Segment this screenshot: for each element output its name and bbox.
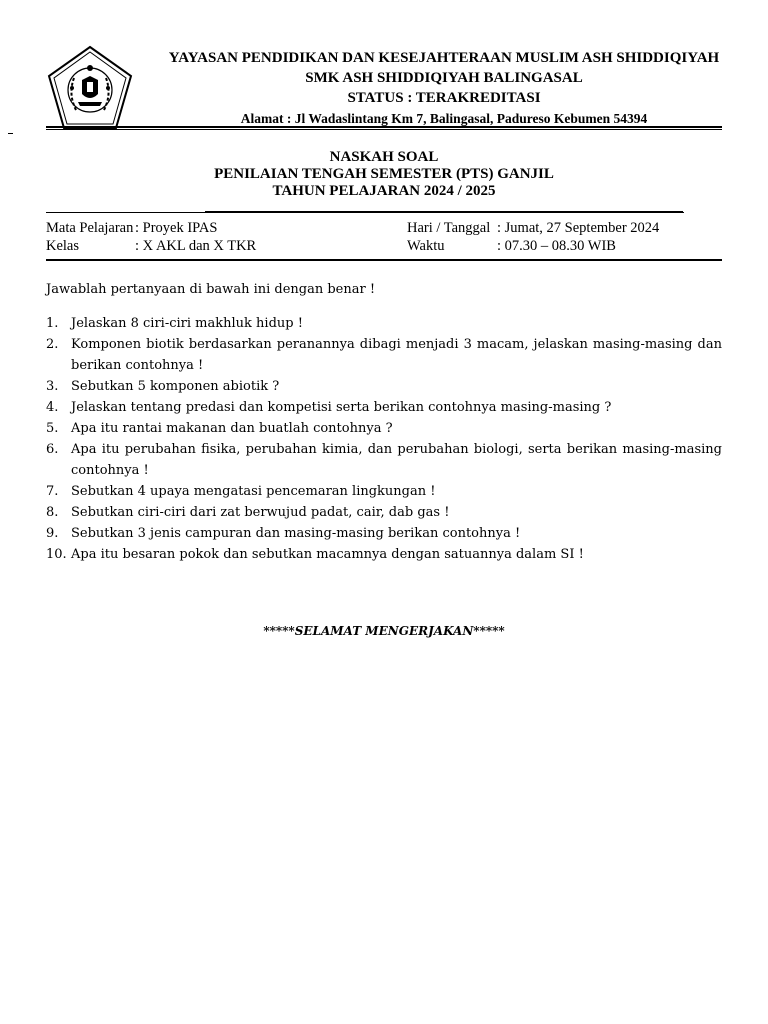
time-label: Waktu [407,238,445,254]
letterhead-divider-thin [46,129,722,130]
question-item [46,544,722,565]
title-line-2: PENILAIAN TENGAH SEMESTER (PTS) GANJIL [214,166,554,182]
time-row [407,237,659,255]
info-left [46,219,256,255]
question-item [46,334,722,376]
date-value: : Jumat, 27 September 2024 [497,220,660,236]
question-text: Sebutkan ciri-ciri dari zat berwujud padat, cair, dab gas ! [71,505,450,520]
school-name: SMK ASH SHIDDIQIYAH BALINGASAL [305,70,583,86]
question-number: 1. [46,316,59,331]
question-number: 9. [46,526,59,541]
accreditation-status: STATUS : TERAKREDITASI [347,90,541,106]
margin-mark [8,133,13,134]
closing-message: *****SELAMAT MENGERJAKAN***** [263,624,505,638]
question-text: Jelaskan tentang predasi dan kompetisi serta berikan contohnya masing-masing ? [71,400,612,415]
subject-value: : Proyek IPAS [135,220,218,236]
question-number: 8. [46,505,59,520]
info-divider-bottom [46,259,722,261]
question-text: Apa itu besaran pokok dan sebutkan macamnya dengan satuannya dalam SI ! [71,547,584,562]
question-text: Apa itu perubahan fisika, perubahan kimia, dan perubahan biologi, serta berikan masing-masing contohnya ! [71,442,722,478]
question-number: 6. [46,442,59,457]
date-label: Hari / Tanggal [407,220,491,236]
time-value: : 07.30 – 08.30 WIB [497,238,616,254]
title-line-1: NASKAH SOAL [329,149,439,165]
question-number: 7. [46,484,59,499]
instruction: Jawablah pertanyaan di bawah ini dengan benar ! [46,282,376,297]
question-number: 4. [46,400,59,415]
question-number: 3. [46,379,59,394]
question-item [46,523,722,544]
question-item [46,313,722,334]
question-item [46,502,722,523]
question-text: Sebutkan 3 jenis campuran dan masing-masing berikan contohnya ! [71,526,521,541]
question-item [46,439,722,481]
foundation-name: YAYASAN PENDIDIKAN DAN KESEJAHTERAAN MUSLIM ASH SHIDDIQIYAH [168,50,720,66]
question-item [46,418,722,439]
question-number: 10. [46,547,67,562]
question-text: Komponen biotik berdasarkan peranannya dibagi menjadi 3 macam, jelaskan masing-masing dan berikan contohnya ! [71,337,722,373]
subject-row [46,219,256,237]
question-number: 2. [46,337,59,352]
question-text: Sebutkan 4 upaya mengatasi pencemaran lingkungan ! [71,484,436,499]
info-divider-top-accent [205,211,683,213]
question-item [46,376,722,397]
school-emblem-icon [46,44,134,132]
school-address: Alamat : Jl Wadaslintang Km 7, Balingasal, Padureso Kebumen 54394 [240,111,648,126]
question-text: Sebutkan 5 komponen abiotik ? [71,379,280,394]
info-right [407,219,659,255]
question-item [46,481,722,502]
question-number: 5. [46,421,59,436]
letterhead-divider [46,126,722,128]
subject-label: Mata Pelajaran [46,220,134,236]
title-line-3: TAHUN PELAJARAN 2024 / 2025 [272,183,496,199]
question-text: Apa itu rantai makanan dan buatlah contohnya ? [71,421,393,436]
question-list [46,313,722,565]
date-row [407,219,659,237]
question-text: Jelaskan 8 ciri-ciri makhluk hidup ! [71,316,303,331]
exam-title [46,149,722,200]
question-item [46,397,722,418]
class-label: Kelas [46,238,80,254]
class-row [46,237,256,255]
class-value: : X AKL dan X TKR [135,238,257,254]
letterhead [164,48,724,129]
